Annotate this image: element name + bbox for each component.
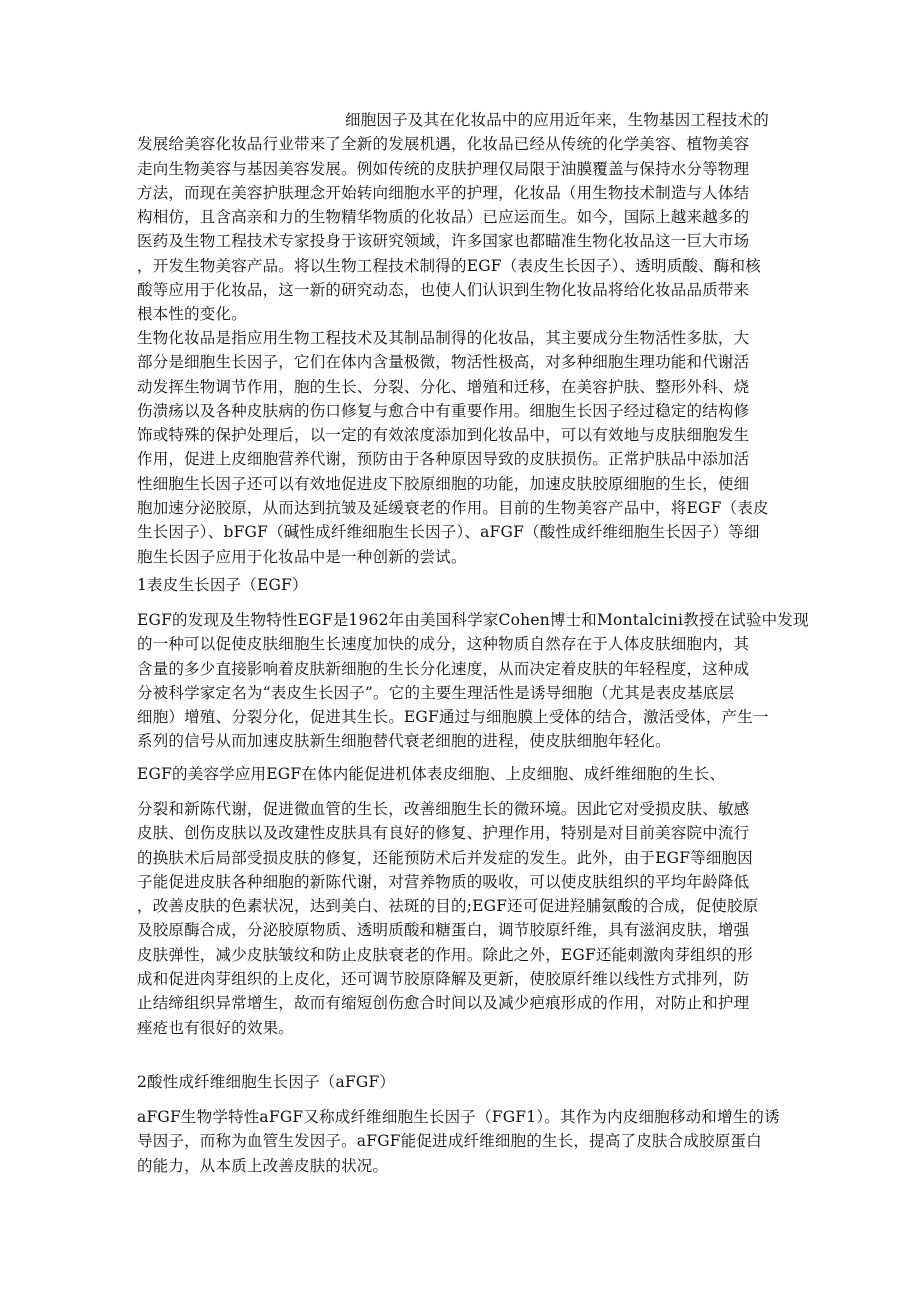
text-line: ，开发生物美容产品。将以生物工程技术制得的EGF（表皮生长因子）、透明质酸、酶和核 [137, 256, 761, 275]
text-line: 构相仿，且含高亲和力的生物精华物质的化妆品）已应运而生。如今，国际上越来越多的 [137, 208, 750, 227]
text-line: 生物化妆品是指应用生物工程技术及其制品制得的化妆品，其主要成分生物活性多肽，大 [137, 329, 750, 347]
text-line: 的换肤术后局部受损皮肤的修复，还能预防术后并发症的发生。此外，由于EGF等细胞因 [137, 848, 753, 867]
section-heading-afgf [137, 1070, 792, 1094]
egf-application-lead [137, 762, 792, 786]
text-line: 伤溃疡以及各种皮肤病的伤口修复与愈合中有重要作用。细胞生长因子经过稳定的结构修 [137, 401, 750, 420]
text-line: 细胞）增殖、分裂分化，促进其生长。EGF通过与细胞膜上受体的结合，激活受体，产生一 [137, 708, 769, 727]
text-line: 性细胞生长因子还可以有效地促进皮下胶原细胞的功能，加速皮肤胶原细胞的生长，使细 [137, 474, 750, 493]
text-line: 酸等应用于化妆品，这一新的研究动态，也使人们认识到生物化妆品将给化妆品品质带来 [137, 281, 750, 300]
text-line: 子能促进皮肤各种细胞的新陈代谢，对营养物质的吸收，可以使皮肤组织的平均年龄降低 [137, 872, 750, 891]
egf-application-paragraph [137, 797, 792, 1040]
text-line: 的能力，从本质上改善皮肤的状况。 [137, 1156, 389, 1175]
text-line: 皮肤弹性，减少皮肤皱纹和防止皮肤衰老的作用。除此之外，EGF还能刺激肉芽组织的形 [137, 945, 753, 964]
text-line: 的一种可以促使皮肤细胞生长速度加快的成分，这种物质自然存在于人体皮肤细胞内，其 [137, 635, 750, 654]
text-line: EGF的美容学应用EGF在体内能促进机体表皮细胞、上皮细胞、成纤维细胞的生长、 [137, 765, 726, 783]
text-line: EGF的发现及生物特性EGF是1962年由美国科学家Cohen博士和Montalcini教授在试验中发现 [137, 611, 809, 629]
text-line: aFGF生物学特性aFGF又称成纤维细胞生长因子（FGF1）。其作为内皮细胞移动和增生的诱 [137, 1108, 780, 1126]
text-line: 成和促进肉芽组织的上皮化，还可调节胶原降解及更新，使胶原纤维以线性方式排列，防 [137, 970, 750, 989]
text-line: 医药及生物工程技术专家投身于该研究领域，许多国家也都瞄准生物化妆品这一巨大市场 [137, 232, 750, 251]
text-line: 方法，而现在美容护肤理念开始转向细胞水平的护理，化妆品（用生物技术制造与人体结 [137, 183, 750, 202]
text-line: 止结缔组织异常增生，故而有缩短创伤愈合时间以及减少疤痕形成的作用，对防止和护理 [137, 994, 750, 1013]
text-line: 分被科学家定名为“表皮生长因子”。它的主要生理活性是诱导细胞（尤其是表皮基底层 [137, 683, 735, 702]
text-line: 细胞因子及其在化妆品中的应用近年来，生物基因工程技术的 [345, 111, 769, 129]
text-line: 导因子，而称为血管生发因子。aFGF能促进成纤维细胞的生长，提高了皮肤合成胶原蛋白 [137, 1132, 762, 1151]
text-line: 生长因子）、bFGF（碱性成纤维细胞生长因子）、aFGF（酸性成纤维细胞生长因子）等细 [137, 523, 760, 542]
section-heading-egf [137, 573, 792, 597]
text-line: 动发挥生物调节作用，胞的生长、分裂、分化、增殖和迁移，在美容护肤、整形外科、烧 [137, 377, 750, 396]
text-line: 系列的信号从而加速皮肤新生细胞替代衰老细胞的进程，使皮肤细胞年轻化。 [137, 732, 671, 751]
text-line: 部分是细胞生长因子，它们在体内含量极微，物活性极高，对多种细胞生理功能和代谢活 [137, 353, 750, 372]
heading-text: 1表皮生长因子（EGF） [137, 576, 308, 594]
egf-discovery-paragraph [137, 608, 809, 754]
text-line: 胞加速分泌胶原，从而达到抗皱及延缓衰老的作用。目前的生物美容产品中，将EGF（表皮 [137, 499, 769, 518]
text-line: 痤疮也有很好的效果。 [137, 1018, 295, 1037]
text-line: 作用，促进上皮细胞营养代谢，预防由于各种原因导致的皮肤损伤。正常护肤品中添加活 [137, 450, 750, 469]
text-line: 及胶原酶合成，分泌胶原物质、透明质酸和糖蛋白，调节胶原纤维，具有滋润皮肤，增强 [137, 921, 750, 940]
text-line: 分裂和新陈代谢，促进微血管的生长，改善细胞生长的微环境。因此它对受损皮肤、敏感 [137, 800, 750, 818]
text-line: 走向生物美容与基因美容发展。例如传统的皮肤护理仅局限于油膜覆盖与保持水分等物理 [137, 159, 750, 178]
afgf-paragraph [137, 1105, 792, 1178]
bio-cosmetics-paragraph [137, 326, 792, 569]
heading-text: 2酸性成纤维细胞生长因子（aFGF） [137, 1073, 396, 1091]
intro-paragraph [137, 108, 792, 327]
text-line: 发展给美容化妆品行业带来了全新的发展机遇，化妆品已经从传统的化学美容、植物美容 [137, 135, 750, 154]
text-line: 含量的多少直接影响着皮肤新细胞的生长分化速度，从而决定着皮肤的年轻程度，这种成 [137, 659, 750, 678]
text-line: ，改善皮肤的色素状况，达到美白、祛斑的目的;EGF还可促进羟脯氨酸的合成，促使胶原 [137, 897, 759, 916]
text-line: 根本性的变化。 [137, 305, 247, 324]
text-line: 胞生长因子应用于化妆品中是一种创新的尝试。 [137, 547, 467, 566]
text-line: 饰或特殊的保护处理后，以一定的有效浓度添加到化妆品中，可以有效地与皮肤细胞发生 [137, 426, 750, 445]
text-line: 皮肤、创伤皮肤以及改建性皮肤具有良好的修复、护理作用，特别是对目前美容院中流行 [137, 824, 750, 843]
